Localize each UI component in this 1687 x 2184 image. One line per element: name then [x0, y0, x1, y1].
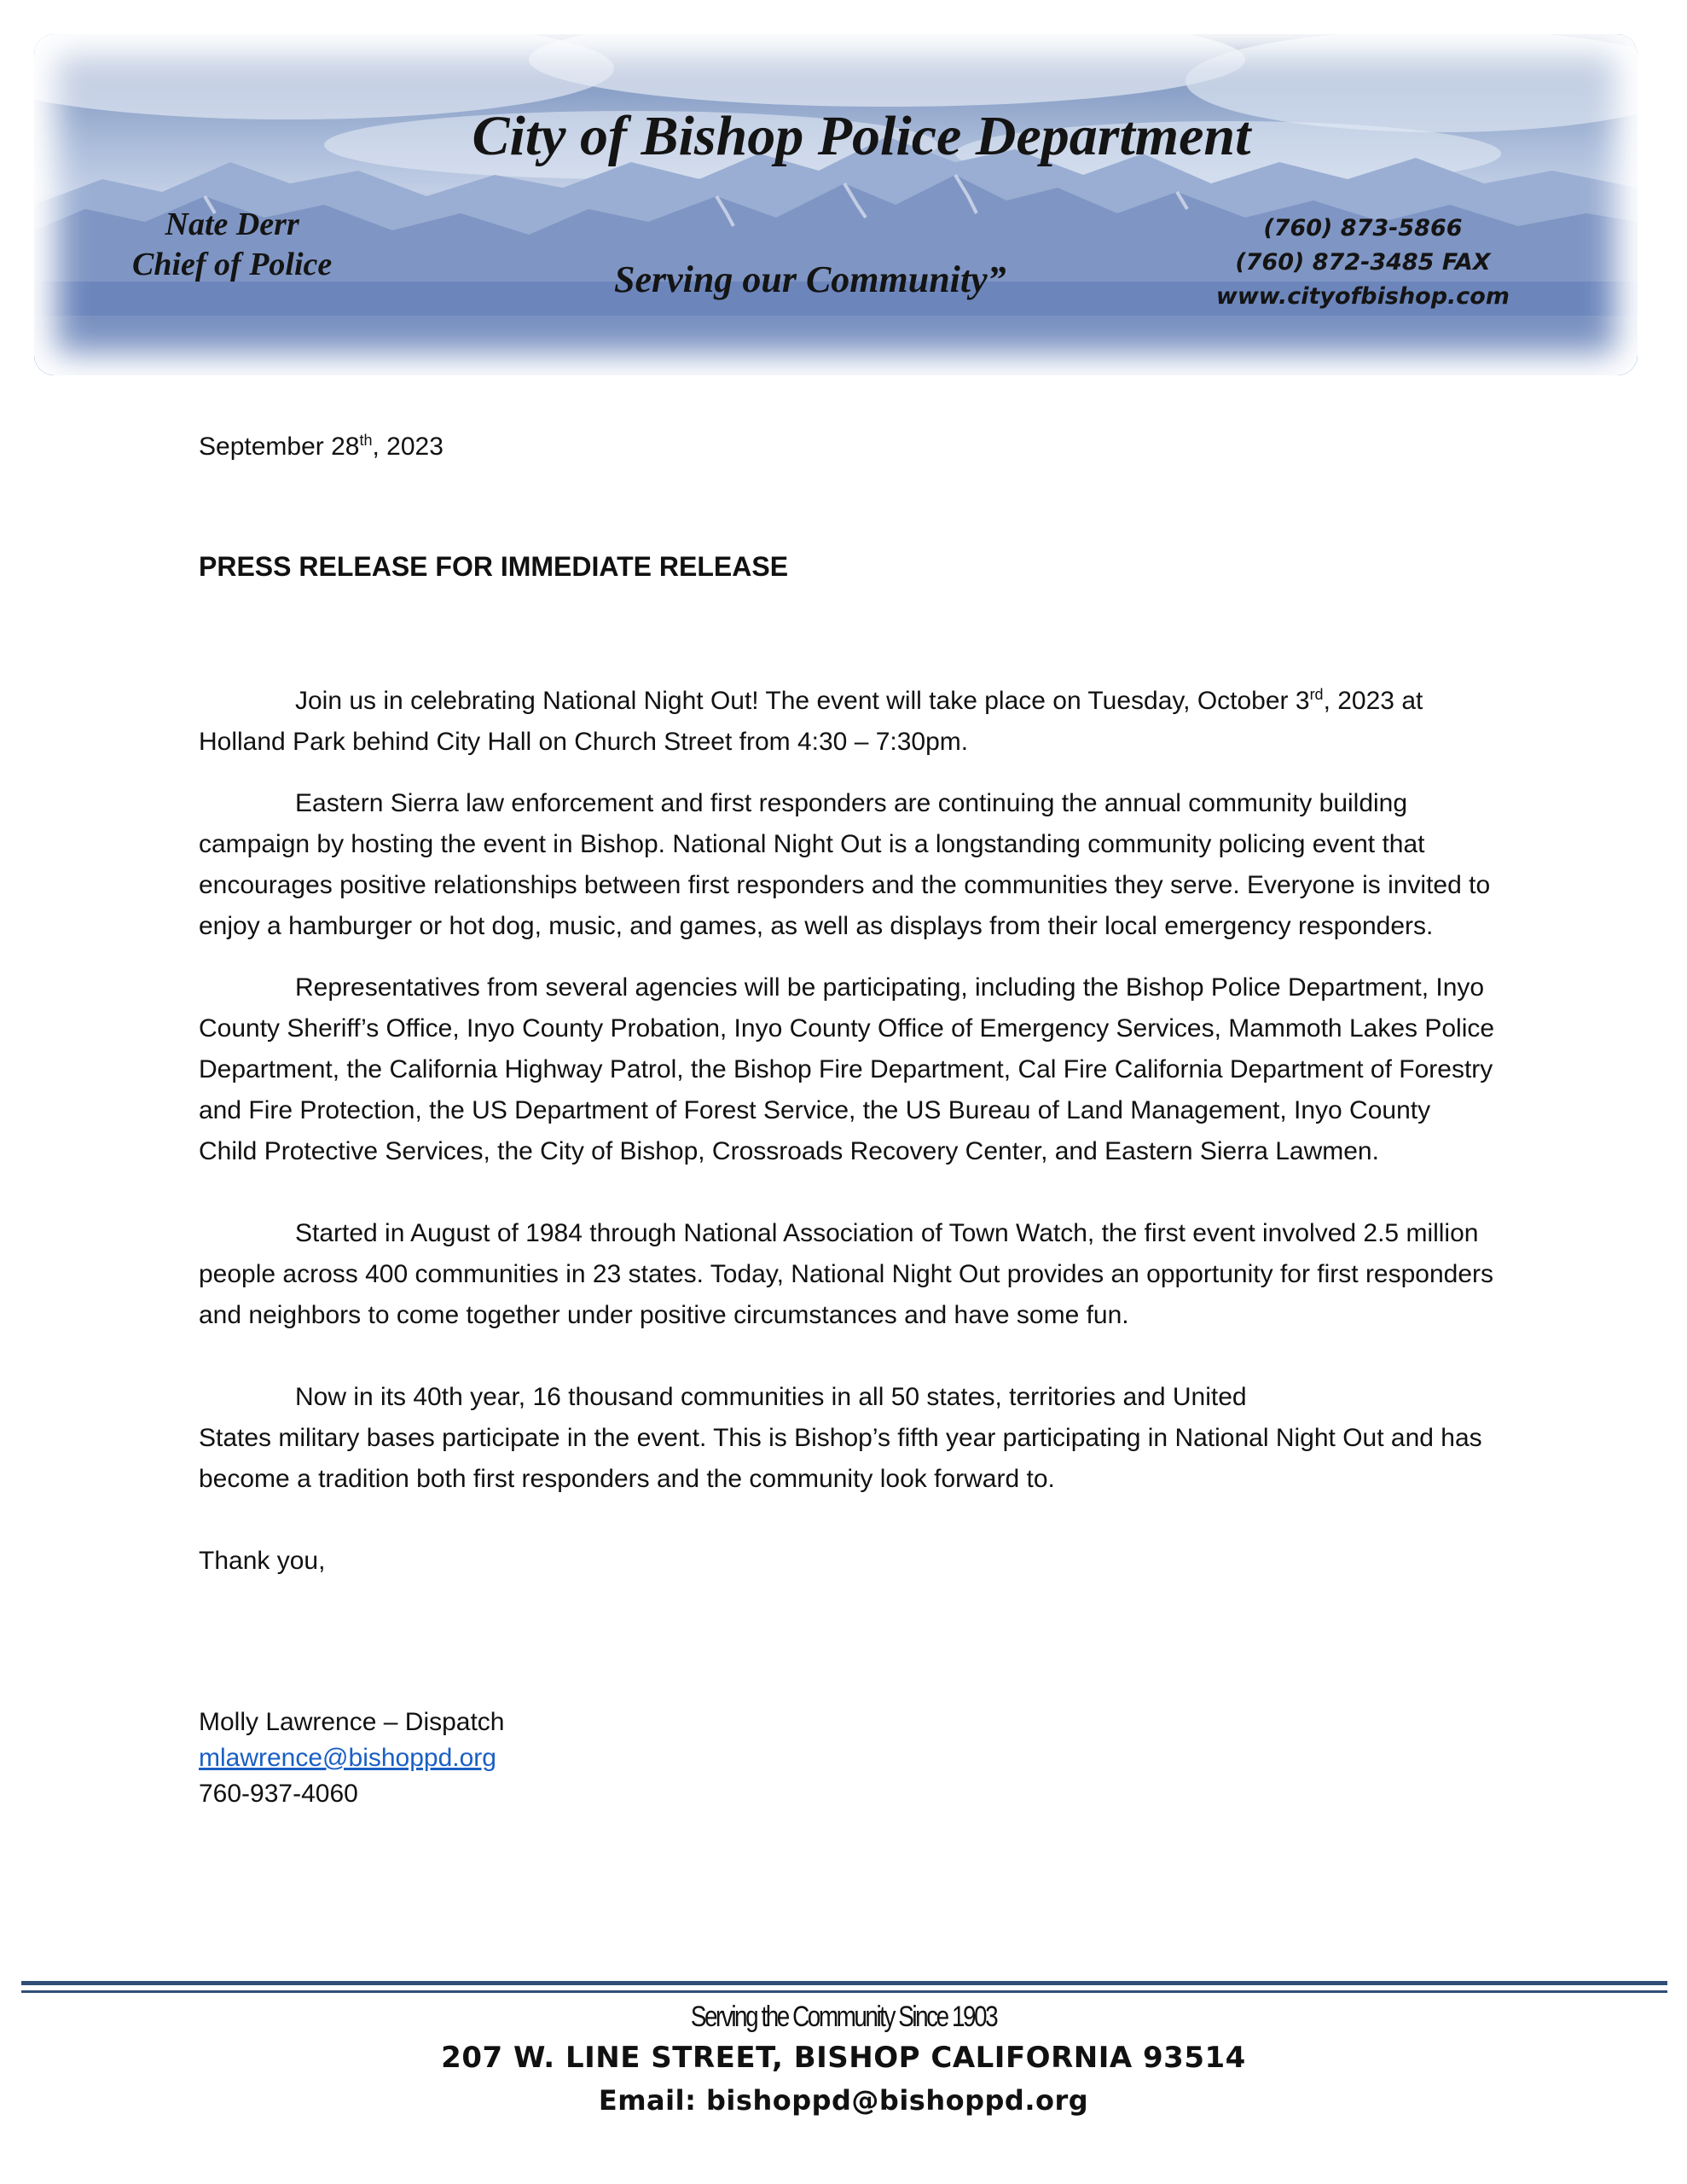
date-year: , 2023: [372, 433, 443, 461]
paragraph-5: [199, 1377, 1495, 1500]
website: www.cityofbishop.com: [1215, 283, 1510, 310]
paragraph-4: Started in August of 1984 through National Association of Town Watch, the first event involved 2.5 million people across 400 communities in 23 states. Today, National Night Out provides an opportunity for first responders and neighbors to come together under positive circumstances and have some fun.: [199, 1219, 1494, 1329]
letter-body: [199, 427, 1495, 1812]
contact-block: [1216, 212, 1510, 314]
paragraph-3: Representatives from several agencies will be participating, including the Bishop Police Department, Inyo County Sheriff’s Office, Inyo County Probation, Inyo County Office of Emergency Services, Mammoth Lakes Police Department, the California Highway Patrol, the Bishop Fire Department, Cal Fire California Department of Forestry and Fire Protection, the US Department of Forest Service, the US Bureau of Land Management, Inyo County Child Protective Services, the City of Bishop, Crossroads Recovery Center, and Eastern Sierra Lawmen.: [199, 973, 1495, 1165]
chief-title: Chief of Police: [132, 247, 333, 282]
signature-block: [199, 1705, 1495, 1812]
footer-email: Email: bishoppd@bishoppd.org: [598, 2084, 1089, 2117]
header-banner: [34, 34, 1638, 375]
fax-number: (760) 872-3485 FAX: [1235, 249, 1491, 276]
chief-block: [132, 205, 332, 285]
date-ordinal: th: [359, 432, 373, 449]
signature-name: Molly Lawrence – Dispatch: [199, 1708, 505, 1736]
phone-number: (760) 873-5866: [1263, 215, 1463, 241]
letter-date: [199, 427, 1495, 468]
paragraph-2: Eastern Sierra law enforcement and first responders are continuing the annual community building campaign by hosting the event in Bishop. National Night Out is a longstanding community policing event that encourages positive relationships between first responders and the communities they serve. Everyone is invited to enjoy a hamburger or hot dog, music, and games, as well as displays from their local emergency responders.: [199, 789, 1491, 940]
date-text: September 28: [199, 433, 360, 461]
footer-address: 207 W. LINE STREET, BISHOP CALIFORNIA 93514: [441, 2041, 1246, 2075]
press-release-headline: PRESS RELEASE FOR IMMEDIATE RELEASE: [199, 551, 789, 582]
chief-name: Nate Derr: [165, 206, 299, 242]
paragraph-5-rest: States military bases participate in the event. This is Bishop’s fifth year participating in National Night Out and has become a tradition both first responders and the community look forward to.: [199, 1424, 1482, 1493]
paragraph-1: [199, 681, 1495, 763]
paragraph-1-text-a: Join us in celebrating National Night Out! The event will take place on Tuesday, October 3: [295, 687, 1310, 715]
footer-motto: Serving the Community Since 1903: [690, 2001, 997, 2033]
tagline: Serving our Community”: [614, 258, 1006, 300]
footer-rule-thin: [21, 1990, 1667, 1993]
org-title: City of Bishop Police Department: [472, 105, 1251, 167]
signature-email-link[interactable]: mlawrence@bishoppd.org: [199, 1744, 496, 1772]
signature-phone: 760-937-4060: [199, 1780, 358, 1808]
paragraph-1-ordinal: rd: [1309, 686, 1324, 703]
paragraph-5-line-1: Now in its 40th year, 16 thousand communities in all 50 states, territories and United: [295, 1383, 1247, 1411]
closing: Thank you,: [199, 1547, 326, 1575]
paragraph-1-text-b: , 2023 at Holland Park behind City Hall on Church Street from 4:30 – 7:30pm.: [199, 687, 1423, 756]
footer-rule-thick: [21, 1981, 1667, 1985]
